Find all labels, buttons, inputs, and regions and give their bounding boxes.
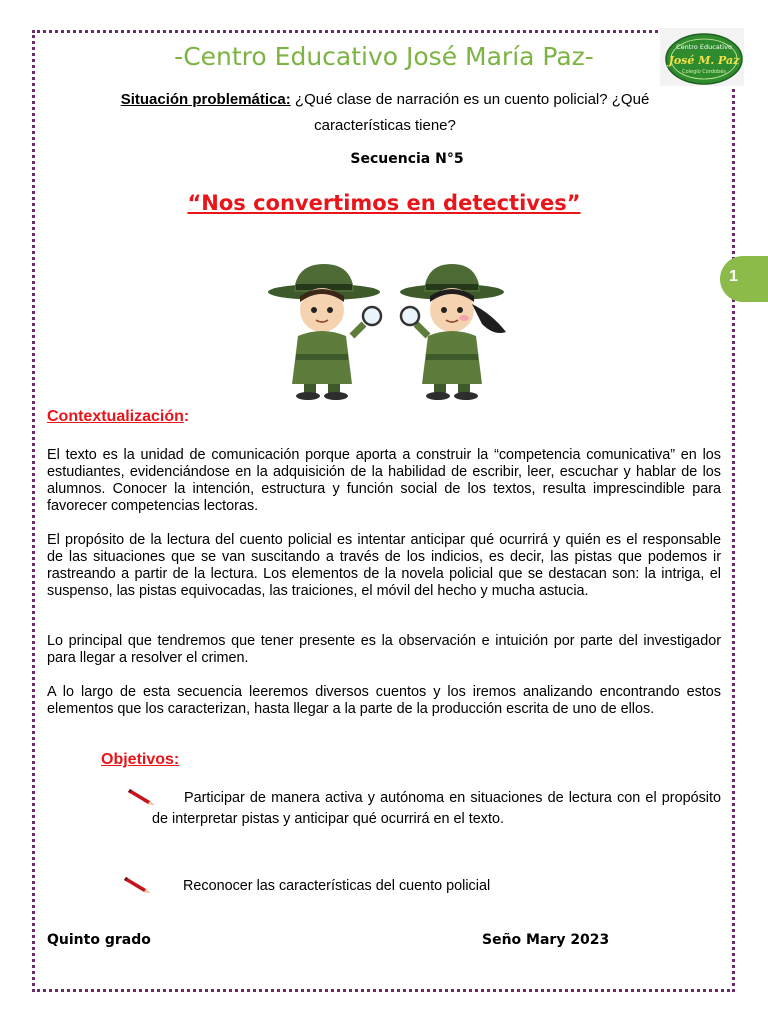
context-paragraph-3: Lo principal que tendremos que tener presente es la observación e intuición por parte del investigador para llegar a resolver el crimen.: [47, 633, 721, 666]
detectives-illustration: [256, 258, 526, 408]
svg-text:José M. Paz: José M. Paz: [668, 54, 740, 67]
footer-grade: Quinto grado: [47, 932, 151, 948]
contextualization-heading-text: Contextualización: [47, 408, 184, 425]
contextualization-heading-colon: :: [183, 408, 190, 425]
school-logo: [660, 28, 744, 86]
contextualization-heading: [47, 408, 189, 426]
page-number: 1: [729, 268, 738, 285]
school-title: -Centro Educativo José María Paz-: [174, 42, 594, 71]
objective-item-1: Participar de manera activa y autónoma en situaciones de lectura con el propósito de interpretar pistas y anticipar qué ocurrirá en el texto.: [152, 790, 721, 827]
svg-text:Colegio Cordobés: Colegio Cordobés: [682, 69, 726, 75]
problem-situation-text: ¿Qué clase de narración es un cuento policial? ¿Qué características tiene?: [290, 91, 650, 134]
problem-situation-label: Situación problemática:: [120, 91, 291, 108]
objective-item-2: Reconocer las características del cuento policial: [183, 878, 491, 894]
context-paragraph-1: El texto es la unidad de comunicación porque aporta a construir la “competencia comunicativa” en los estudiantes, evidenciándose en la adquisición de la habilidad de escribir, leer, escuchar y hablar de los alumnos. Conocer la intención, estructura y función social de los textos, resulta imprescindible para favorecer competencias lectoras.: [47, 447, 721, 514]
context-paragraph-2: El propósito de la lectura del cuento policial es intentar anticipar qué ocurrirá y quién es el responsable de las situaciones que se van suscitando a través de los indicios, es decir, las pistas que podemos ir rastreando a partir de la lectura. Los elementos de la novela policial que se destacan son: la intriga, el suspenso, las pistas equivocadas, las traiciones, el móvil del hecho y mucha astucia.: [47, 532, 721, 599]
pencil-icon: [124, 874, 154, 894]
footer-teacher: Seño Mary 2023: [482, 932, 610, 948]
objectives-heading: [101, 751, 179, 769]
detective-girl-icon: [400, 264, 506, 400]
main-title: “Nos convertimos en detectives”: [187, 191, 581, 215]
objectives-heading-text: Objetivos:: [101, 751, 180, 768]
detective-boy-icon: [268, 264, 381, 400]
sequence-number: Secuencia N°5: [350, 151, 464, 167]
problem-situation: [120, 87, 650, 139]
context-paragraph-4: A lo largo de esta secuencia leeremos diversos cuentos y los iremos analizando encontrando estos elementos que los caracterizan, hasta llegar a la parte de la producción escrita de uno de ellos.: [47, 684, 721, 717]
svg-text:Centro Educativo: Centro Educativo: [676, 43, 732, 51]
page-number-badge: [720, 256, 768, 302]
